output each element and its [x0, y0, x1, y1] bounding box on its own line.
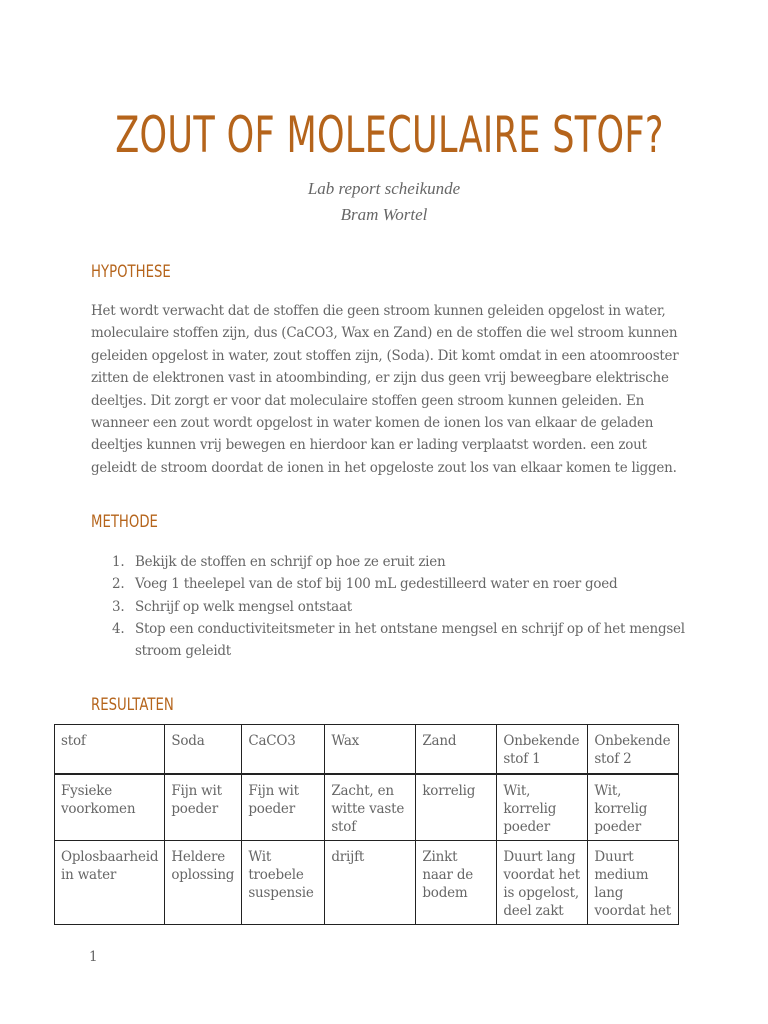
table-cell: korrelig [416, 774, 497, 841]
paragraph-line: Het wordt verwacht dat de stoffen die geen stroom kunnen geleiden opgelost in water, [91, 303, 666, 319]
step-number: 3. [112, 598, 125, 615]
method-step [91, 596, 691, 618]
table-header-cell: stof [55, 725, 165, 774]
table-cell: Duurt lang voordat het is opgelost, deel zakt [497, 841, 588, 925]
table-cell: Zacht, en witte vaste stof [325, 774, 416, 841]
table-header-cell: CaCO3 [242, 725, 325, 774]
table-header-cell: Onbekende stof 1 [497, 725, 588, 774]
document-title: ZOUT OF MOLECULAIRE STOF? [115, 106, 664, 164]
method-steps-list [91, 551, 691, 662]
table-header-cell: Wax [325, 725, 416, 774]
step-text: Voeg 1 theelepel van de stof bij 100 mL gedestilleerd water en roer goed [135, 576, 618, 593]
table-header-cell: Soda [165, 725, 242, 774]
table-cell: Oplosbaarheid in water [55, 841, 165, 925]
hypothese-paragraph [91, 300, 691, 479]
table-cell: Heldere oplossing [165, 841, 242, 925]
table-cell: Wit, korrelig poeder [497, 774, 588, 841]
paragraph-line: deeltjes kunnen vrij bewegen en hierdoor kan er lading verplaatst worden. een zout [91, 437, 647, 454]
table-cell: Fysieke voorkomen [55, 774, 165, 841]
step-text: Stop een conductiviteitsmeter in het ontstane mengsel en schrijf op of het mengsel [135, 620, 685, 637]
table-cell: Wit troebele suspensie [242, 841, 325, 925]
step-text: Bekijk de stoffen en schrijf op hoe ze eruit zien [135, 554, 446, 570]
table-cell: Duurt medium lang voordat het [588, 841, 679, 925]
step-number: 4. [112, 620, 125, 637]
table-cell: drijft [325, 841, 416, 925]
heading-methode: METHODE [91, 512, 158, 532]
subtitle-line-2: Bram Wortel [340, 205, 428, 224]
method-step [91, 618, 691, 663]
subtitle-line-1: Lab report scheikunde [307, 179, 461, 198]
step-number: 2. [112, 576, 125, 593]
table-header-row [55, 725, 679, 774]
table-header-cell: Onbekende stof 2 [588, 725, 679, 774]
paragraph-line: deeltjes. Dit zorgt er voor dat moleculaire stoffen geen stroom kunnen geleiden. En [91, 392, 645, 409]
heading-resultaten: RESULTATEN [91, 695, 174, 715]
step-text-continued: stroom geleidt [135, 643, 231, 660]
results-table [54, 724, 679, 925]
table-cell: Wit, korrelig poeder [588, 774, 679, 841]
table-cell: Fijn wit poeder [242, 774, 325, 841]
step-text: Schrijf op welk mengsel ontstaat [135, 598, 352, 615]
paragraph-line: wanneer een zout wordt opgelost in water komen de ionen los van elkaar de geladen [91, 415, 654, 432]
paragraph-line: zitten de elektronen vast in atoombinding, er zijn dus geen vrij beweegbare elektrische [91, 370, 669, 387]
table-header-cell: Zand [416, 725, 497, 774]
step-number: 1. [112, 554, 125, 570]
method-step [91, 573, 691, 595]
method-step [91, 551, 691, 573]
table-cell: Zinkt naar de bodem [416, 841, 497, 925]
paragraph-line: geleidt de stroom doordat de ionen in het opgeloste zout los van elkaar komen te liggen. [91, 459, 677, 476]
paragraph-line: moleculaire stoffen zijn, dus (CaCO3, Wax en Zand) en de stoffen die wel stroom kunnen [91, 325, 678, 342]
page-number: 1 [89, 949, 98, 965]
paragraph-line: geleiden opgelost in water, zout stoffen zijn, (Soda). Dit komt omdat in een atoomrooster [91, 347, 679, 364]
table-row [55, 841, 679, 925]
table-cell: Fijn wit poeder [165, 774, 242, 841]
heading-hypothese: HYPOTHESE [91, 262, 171, 282]
table-row [55, 774, 679, 841]
